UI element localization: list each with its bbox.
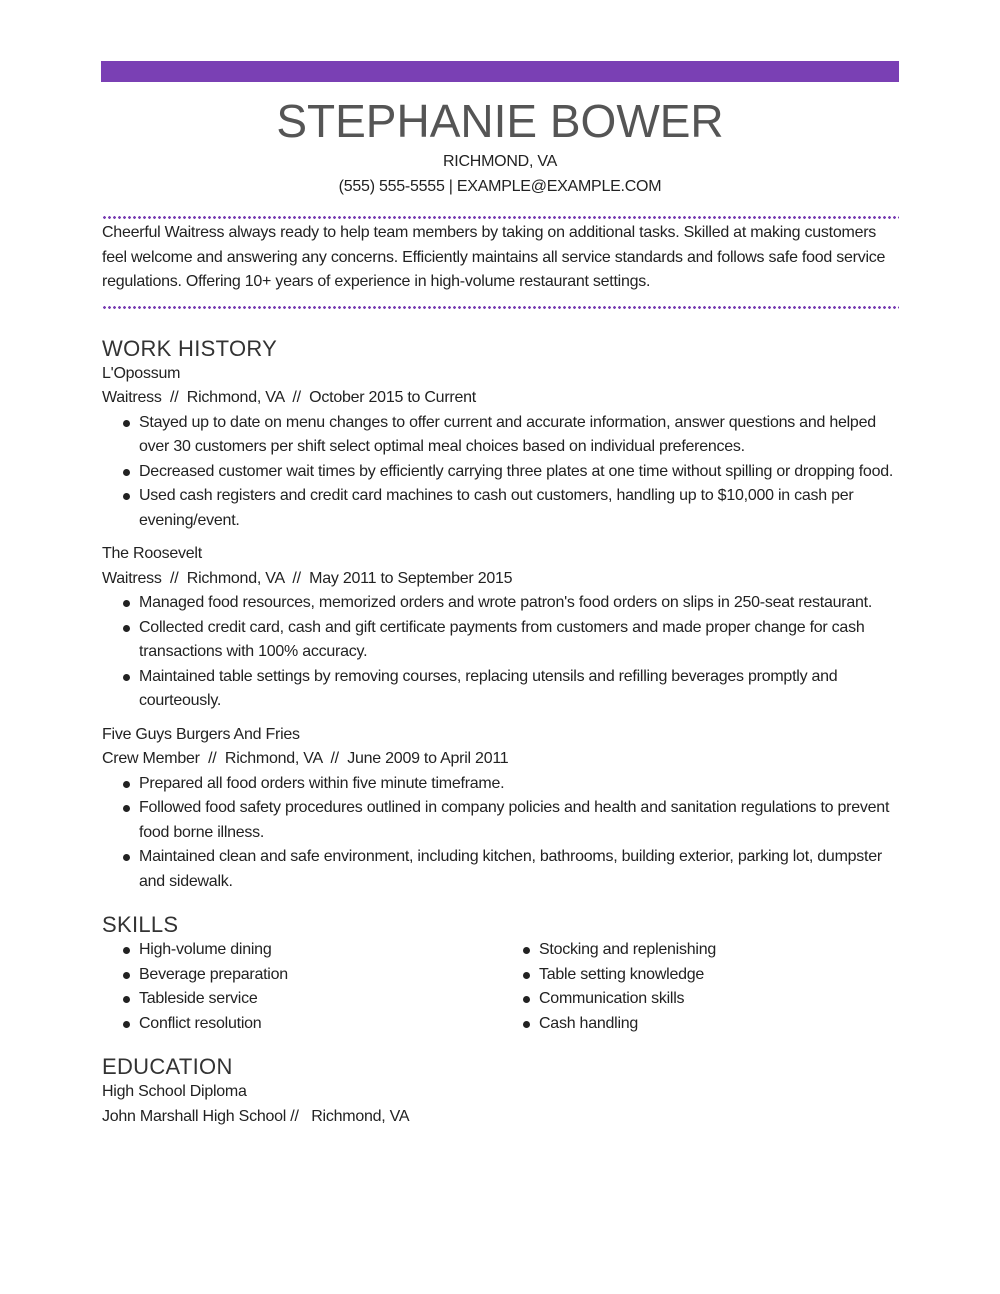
dotted-divider xyxy=(102,216,899,219)
job-bullet: Maintained table settings by removing courses, replacing utensils and refilling beverages promptly and courteously. xyxy=(139,665,902,714)
summary: Cheerful Waitress always ready to help team members by taking on additional tasks. Skilled at making customers feel welcome and answering any concerns. Efficiently maintains all service standards and follows safe food service regulations. Offering 10+ years of experience in high-volume restaurant settings. xyxy=(102,224,886,290)
section-heading: SKILLS xyxy=(102,912,179,937)
company-name: L'Opossum xyxy=(102,364,181,382)
skill-item: Communication skills xyxy=(539,987,902,1012)
degree: High School Diploma xyxy=(102,1083,247,1100)
skills-section xyxy=(102,912,902,1036)
skills-list-left xyxy=(102,938,502,1036)
location: RICHMOND, VA xyxy=(442,153,558,170)
resume-body xyxy=(102,221,902,1129)
section-heading: WORK HISTORY xyxy=(102,335,278,361)
skill-item: Stocking and replenishing xyxy=(539,938,902,963)
work-history-section xyxy=(102,336,902,895)
job-entry xyxy=(102,542,902,714)
job-bullet: Stayed up to date on menu changes to offer current and accurate information, answer questions and helped over 30 customers per shift select optimal meal choices based on individual preferences. xyxy=(139,411,902,460)
header-accent-bar xyxy=(101,61,899,82)
job-entry xyxy=(102,723,902,895)
job-bullets xyxy=(102,772,902,895)
contact-info: (555) 555-5555 | EXAMPLE@EXAMPLE.COM xyxy=(338,178,662,195)
job-details: Crew Member // Richmond, VA // June 2009 to April 2011 xyxy=(102,750,509,767)
job-bullet: Collected credit card, cash and gift certificate payments from customers and made proper change for cash transactions with 100% accuracy. xyxy=(139,616,902,665)
job-bullets xyxy=(102,411,902,534)
job-entry xyxy=(102,362,902,534)
job-details: Waitress // Richmond, VA // October 2015 to Current xyxy=(102,389,476,406)
skill-item: Beverage preparation xyxy=(139,963,502,988)
school: John Marshall High School // Richmond, VA xyxy=(102,1107,410,1125)
job-bullets xyxy=(102,591,902,714)
education-section xyxy=(102,1054,902,1129)
candidate-name: STEPHANIE BOWER xyxy=(276,95,724,147)
job-details: Waitress // Richmond, VA // May 2011 to September 2015 xyxy=(102,569,513,587)
job-bullet: Managed food resources, memorized orders and wrote patron's food orders on slips in 250-seat restaurant. xyxy=(139,591,902,616)
section-heading: EDUCATION xyxy=(102,1054,233,1079)
skill-item: Conflict resolution xyxy=(139,1012,502,1037)
company-name: The Roosevelt xyxy=(102,545,202,562)
job-bullet: Followed food safety procedures outlined in company policies and health and sanitation regulations to prevent food borne illness. xyxy=(139,796,902,845)
skill-item: Table setting knowledge xyxy=(539,963,902,988)
job-bullet: Decreased customer wait times by efficiently carrying three plates at one time without spilling or dropping food. xyxy=(139,460,902,485)
skill-item: Cash handling xyxy=(539,1012,902,1037)
job-bullet: Prepared all food orders within five minute timeframe. xyxy=(139,772,902,797)
skill-item: High-volume dining xyxy=(139,938,502,963)
skills-list-right xyxy=(502,938,902,1036)
skill-item: Tableside service xyxy=(139,987,502,1012)
company-name: Five Guys Burgers And Fries xyxy=(102,725,300,743)
job-bullet: Used cash registers and credit card machines to cash out customers, handling up to $10,000 in cash per evening/event. xyxy=(139,484,902,533)
job-bullet: Maintained clean and safe environment, including kitchen, bathrooms, building exterior, parking lot, dumpster and sidewalk. xyxy=(139,845,902,894)
